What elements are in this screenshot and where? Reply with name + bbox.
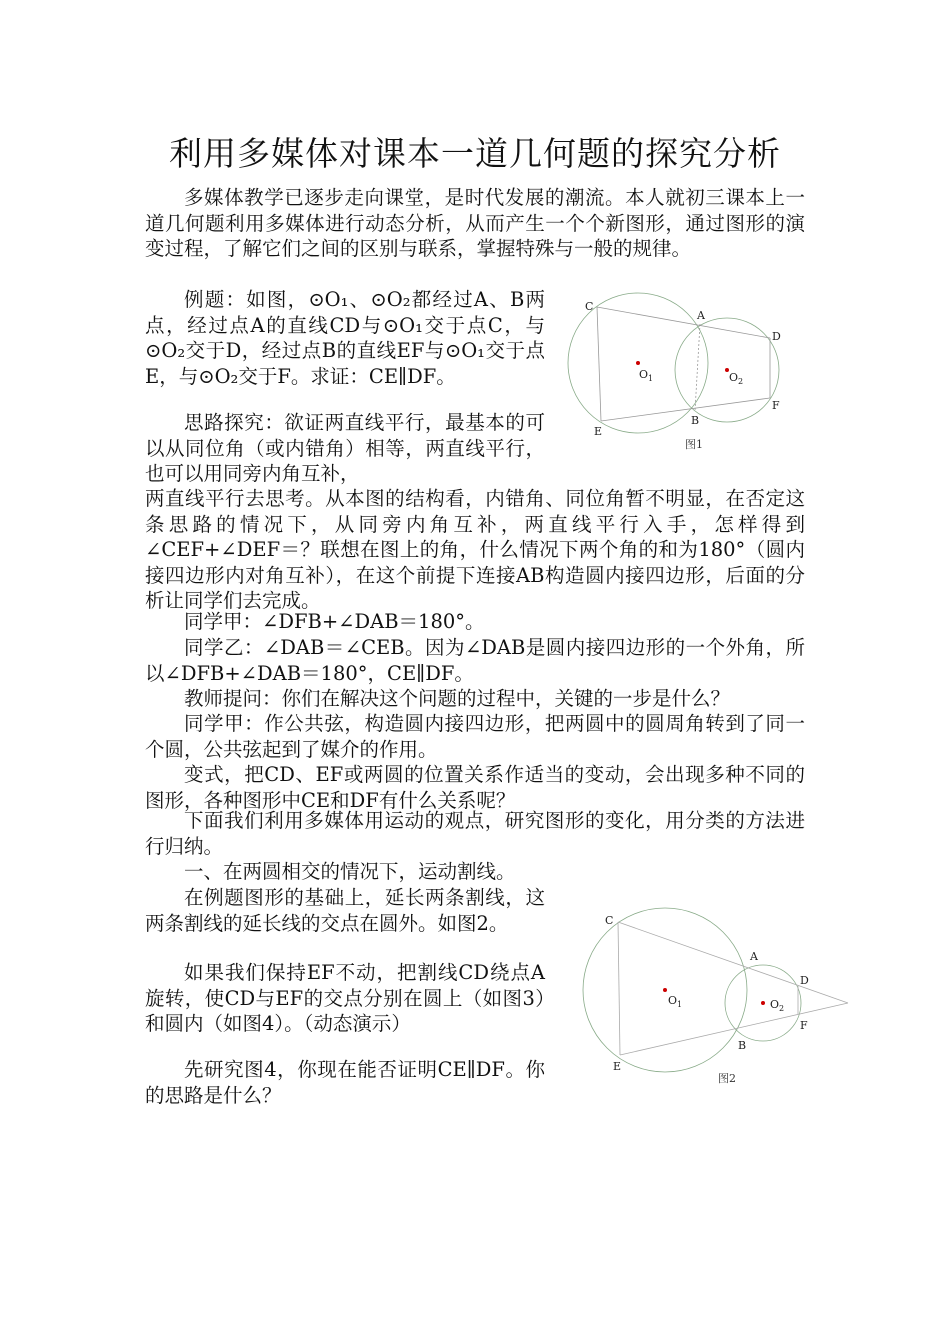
- paragraph-example: 例题：如图，⊙O₁、⊙O₂都经过A、B两点，经过点A的直线CD与⊙O₁交于点C，与⊙O₂交于D，经过点B的直线EF与⊙O₁交于点E，与⊙O₂交于F。求证：CE∥DF。: [145, 288, 545, 388]
- paragraph-multimedia: 下面我们利用多媒体用运动的观点，研究图形的变化，用分类的方法进行归纳。: [145, 809, 805, 858]
- paragraph-thinking-start: 思路探究：欲证两直线平行，最基本的可以从同位角（或内错角）相等，两直线平行，也可以用同旁内角互补，: [145, 411, 545, 485]
- paragraph-variation: 变式，把CD、EF或两圆的位置关系作适当的变动，会出现多种不同的图形，各种图形中CE和DF有什么关系呢？: [145, 763, 805, 812]
- line-e-apex: [620, 1003, 848, 1055]
- label-f: F: [772, 399, 780, 412]
- paragraph-rotate: 如果我们保持EF不动，把割线CD绕点A旋转，使CD与EF的交点分别在圆上（如图3）和圆内（如图4）。（动态演示）: [145, 961, 545, 1035]
- paragraph-section-one: 一、在两圆相交的情况下，运动割线。: [184, 860, 516, 883]
- label-o2: $O_2$: [729, 371, 744, 386]
- paragraph-student-a: 同学甲：∠DFB+∠DAB＝180°。: [184, 610, 485, 633]
- figure-1: [565, 290, 800, 460]
- label-a: A: [697, 309, 705, 322]
- paragraph-thinking-cont: 两直线平行去思考。从本图的结构看，内错角、同位角暂不明显，在否定这条思路的情况下，从同旁内角互补，两直线平行入手，怎样得到∠CEF+∠DEF＝？联想在图上的角，什么情况下两个角的和为180°（圆内接四边形内对角互补），在这个前提下连接AB构造圆内接四边形，后面的分析让同学们去完成。: [145, 487, 805, 612]
- paragraph-student-b: 同学乙：∠DAB＝∠CEB。因为∠DAB是圆内接四边形的一个外角，所以∠DFB+∠DAB＝180°，CE∥DF。: [145, 636, 805, 685]
- line-ce: [597, 307, 601, 421]
- line-c-apex: [618, 922, 848, 1003]
- label-c: C: [585, 300, 594, 313]
- label-e: E: [594, 425, 603, 438]
- line-ce: [618, 922, 620, 1055]
- label-o1: $O_1$: [668, 994, 683, 1009]
- paragraph-intro: 多媒体教学已逐步走向课堂，是时代发展的潮流。本人就初三课本上一道几何题利用多媒体进行动态分析，从而产生一个个新图形，通过图形的演变过程，了解它们之间的区别与联系，掌握特殊与一般的规律。: [145, 186, 805, 260]
- figure-2-caption: 图2: [718, 1072, 736, 1085]
- center-o2-dot: [761, 1001, 765, 1005]
- line-cd: [597, 307, 770, 338]
- line-ab: [695, 324, 700, 411]
- label-o1: $O_1$: [639, 368, 654, 383]
- label-e: E: [613, 1060, 622, 1073]
- center-o1-dot: [663, 988, 667, 992]
- paragraph-teacher-question: 教师提问：你们在解决这个问题的过程中，关键的一步是什么？: [184, 687, 731, 710]
- paragraph-student-a-answer: 同学甲：作公共弦，构造圆内接四边形，把两圆中的圆周角转到了同一个圆，公共弦起到了媒介的作用。: [145, 712, 805, 761]
- paragraph-study-fig4: 先研究图4，你现在能否证明CE∥DF。你的思路是什么？: [145, 1058, 545, 1107]
- label-f: F: [800, 1019, 808, 1032]
- figure-1-caption: 图1: [685, 438, 703, 451]
- page-title: 利用多媒体对课本一道几何题的探究分析: [169, 134, 781, 173]
- label-d: D: [800, 974, 809, 987]
- label-d: D: [772, 330, 781, 343]
- paragraph-extend: 在例题图形的基础上，延长两条割线，这两条割线的延长线的交点在圆外。如图2。: [145, 886, 545, 935]
- label-c: C: [605, 914, 614, 927]
- label-a: A: [750, 950, 758, 963]
- label-b: B: [691, 414, 700, 427]
- label-o2: $O_2$: [770, 998, 785, 1013]
- label-b: B: [738, 1039, 747, 1052]
- figure-2: [580, 900, 855, 1095]
- center-o1-dot: [636, 361, 640, 365]
